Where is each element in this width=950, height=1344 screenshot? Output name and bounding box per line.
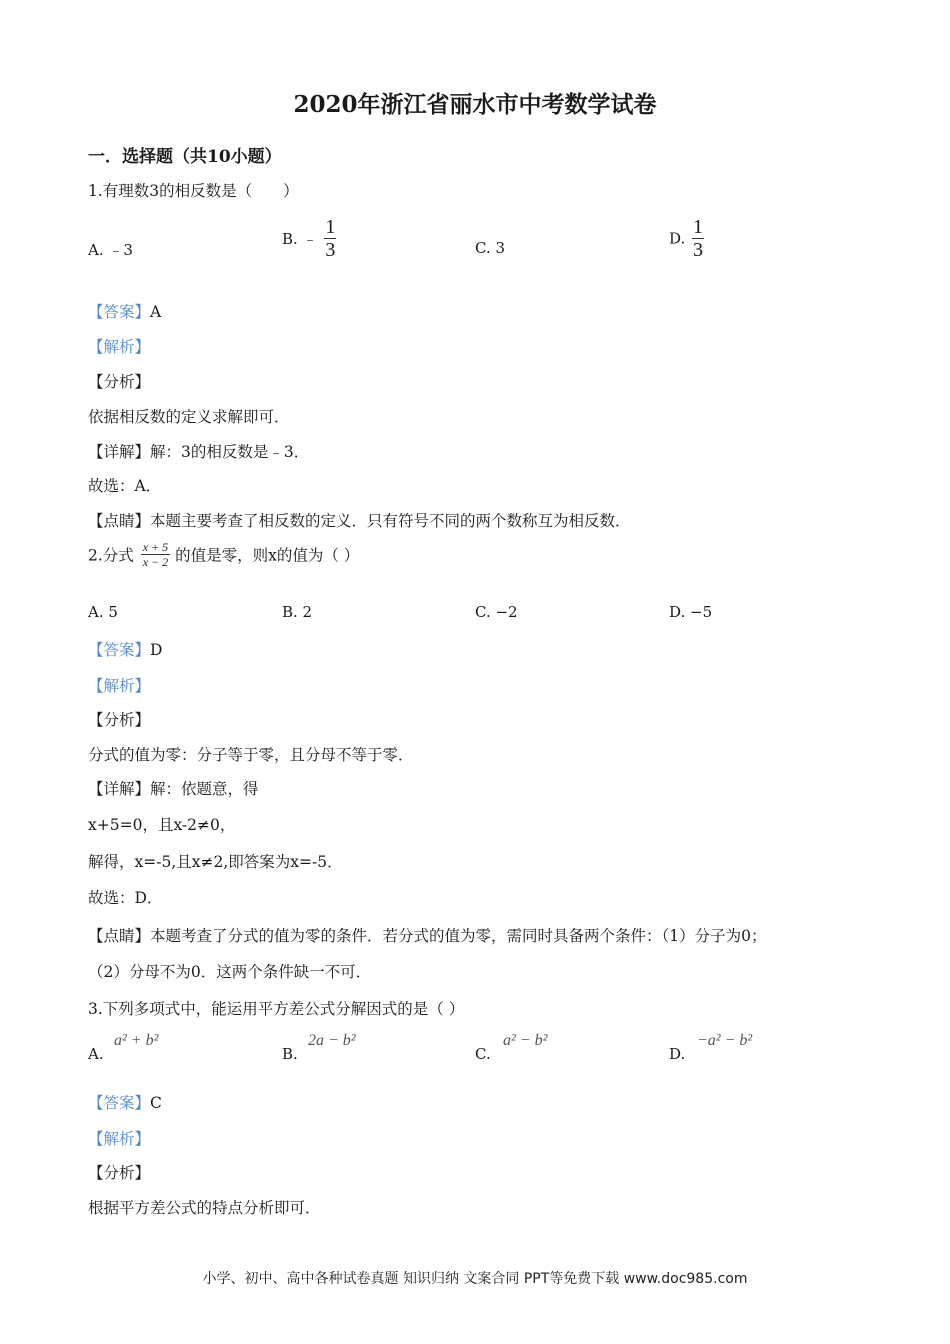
q2-guxuan: 故选：D． [88,889,163,907]
q2-stem [88,540,359,569]
fraction-numerator: 1 [693,216,704,238]
q2-fenxi-text: 分式的值为零：分子等于零，且分母不等于零． [88,746,414,764]
q3-option-a-math: a² + b² [114,1032,159,1049]
q1-option-d [669,216,704,261]
q3-option-d-math: −a² − b² [697,1032,753,1049]
q3-option-b-label: B. [282,1045,298,1063]
q1-dianjing: 【点睛】本题主要考查了相反数的定义．只有符号不同的两个数称互为相反数． [88,512,631,530]
q1-option-d-label: D. [669,229,686,248]
q3-option-c-math: a² − b² [503,1032,548,1049]
q2-dianjing-1: 【点睛】本题考查了分式的值为零的条件．若分式的值为零，需同时具备两个条件：（1）分子为0； [88,927,767,945]
fraction-numerator: x + 5 [142,540,169,554]
q3-option-c-label: C. [475,1045,491,1063]
q2-line1: x+5=0，且x-2≠0， [88,816,236,834]
answer-value: D [150,641,163,659]
q3-fenxi: 【分析】 [88,1164,151,1182]
q1-guxuan: 故选：A． [88,477,162,495]
q2-jiexi: 【解析】 [88,677,151,695]
q3-option-b-math: 2a − b² [308,1032,356,1049]
q2-xiangjie: 【详解】解：依题意，得 [88,780,259,798]
page-title: 2020年浙江省丽水市中考数学试卷 [293,91,657,118]
q1-option-b [282,216,336,261]
q2-option-a: A. 5 [88,603,118,621]
answer-value: C [150,1094,162,1112]
q3-option-a-label: A. [88,1045,104,1063]
q3-answer [88,1091,162,1113]
section-heading: 一．选择题（共10小题） [88,147,282,167]
q2-option-b: B. 2 [282,603,313,621]
q2-stem-prefix: 2.分式 [88,546,134,565]
q3-option-d-label: D. [669,1045,686,1063]
fraction [692,216,704,261]
q1-xiangjie: 【详解】解：3的相反数是﹣3． [88,443,310,461]
page-footer: 小学、初中、高中各种试卷真题 知识归纳 文案合同 PPT等免费下载 www.doc985.com [202,1271,748,1287]
answer-value: A [150,303,162,321]
fraction-denominator: x − 2 [142,555,169,569]
q2-option-d: D. −5 [669,603,713,621]
q3-fenxi-text: 根据平方差公式的特点分析即可． [88,1199,321,1217]
fraction [141,540,170,569]
q1-fenxi: 【分析】 [88,373,151,391]
fraction-denominator: 3 [693,239,704,261]
q3-jiexi: 【解析】 [88,1130,151,1148]
q1-option-a: A. ﹣3 [88,241,133,259]
answer-label: 【答案】 [88,1094,151,1112]
q1-option-c: C. 3 [475,239,506,257]
q3-stem: 3.下列多项式中，能运用平方差公式分解因式的是（ ） [88,1000,465,1018]
fraction-denominator: 3 [325,239,336,261]
answer-label: 【答案】 [88,303,151,321]
q2-line2: 解得，x=-5,且x≠2,即答案为x=-5． [88,853,343,871]
q2-stem-suffix: 的值是零，则x的值为（ ） [175,546,360,565]
q1-jiexi: 【解析】 [88,338,151,356]
q1-option-b-label: B. ﹣ [282,230,318,248]
q2-fenxi: 【分析】 [88,711,151,729]
q2-answer [88,638,162,660]
answer-label: 【答案】 [88,641,151,659]
fraction-numerator: 1 [325,216,336,238]
q1-answer [88,300,161,322]
fraction [324,216,336,261]
q1-fenxi-text: 依据相反数的定义求解即可． [88,408,290,426]
q1-stem: 1.有理数3的相反数是（ ） [88,182,299,200]
q2-dianjing-2: （2）分母不为0．这两个条件缺一不可． [88,963,372,981]
q2-option-c: C. −2 [475,603,518,621]
